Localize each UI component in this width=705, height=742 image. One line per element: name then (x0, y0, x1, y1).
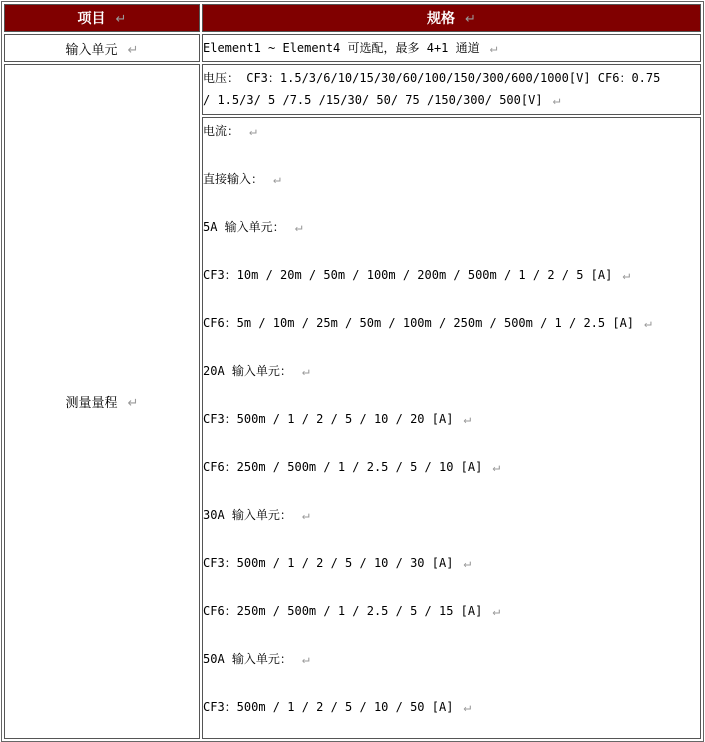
input-unit-label: 输入单元 ↵ (4, 34, 200, 62)
current-line: CF6：250m / 500m / 1 / 2.5 / 5 / 10 [A] ↵ (203, 460, 501, 475)
current-line: 5A 输入单元： ↵ (203, 220, 303, 235)
current-line: 直接输入： ↵ (203, 172, 281, 187)
voltage-line-2: / 1.5/3/ 5 /7.5 /15/30/ 50/ 75 /150/300/ 500[V] (203, 93, 543, 107)
current-line: 50A 输入单元： ↵ (203, 652, 310, 667)
range-label: 测量量程 ↵ (4, 64, 200, 739)
current-range (202, 117, 701, 739)
header-row (4, 4, 701, 32)
current-line: 电流： ↵ (203, 124, 257, 139)
input-unit-value: Element1 ~ Element4 可选配，最多 4+1 通道 ↵ (202, 34, 701, 62)
current-line: CF6：250m / 500m / 1 / 2.5 / 5 / 15 [A] ↵ (203, 604, 501, 619)
current-lines (203, 118, 700, 738)
current-line: CF3：10m / 20m / 50m / 100m / 200m / 500m / 1 / 2 / 5 [A] ↵ (203, 268, 631, 283)
row-input-unit (4, 34, 701, 62)
voltage-line-1: 电压： CF3：1.5/3/6/10/15/30/60/100/150/300/600/1000[V] CF6：0.75 (203, 71, 661, 85)
spec-table (1, 1, 704, 742)
current-line: CF3：500m / 1 / 2 / 5 / 10 / 30 [A] ↵ (203, 556, 472, 571)
current-line: CF3：500m / 1 / 2 / 5 / 10 / 20 [A] ↵ (203, 412, 472, 427)
header-spec: 规格 ↵ (202, 4, 701, 32)
current-line: CF6：5m / 10m / 25m / 50m / 100m / 250m / 500m / 1 / 2.5 [A] ↵ (203, 316, 652, 331)
current-line: CF3：500m / 1 / 2 / 5 / 10 / 50 [A] ↵ (203, 700, 472, 715)
current-line: 30A 输入单元： ↵ (203, 508, 310, 523)
header-item: 项目 ↵ (4, 4, 200, 32)
voltage-range: 电压： CF3：1.5/3/6/10/15/30/60/100/150/300/600/1000[V] CF6：0.75 / 1.5/3/ 5 /7.5 /15/30/ 50/ 75 /150/300/ 500[V] ↵ (202, 64, 701, 115)
current-line: 20A 输入单元： ↵ (203, 364, 310, 379)
row-voltage (4, 64, 701, 115)
